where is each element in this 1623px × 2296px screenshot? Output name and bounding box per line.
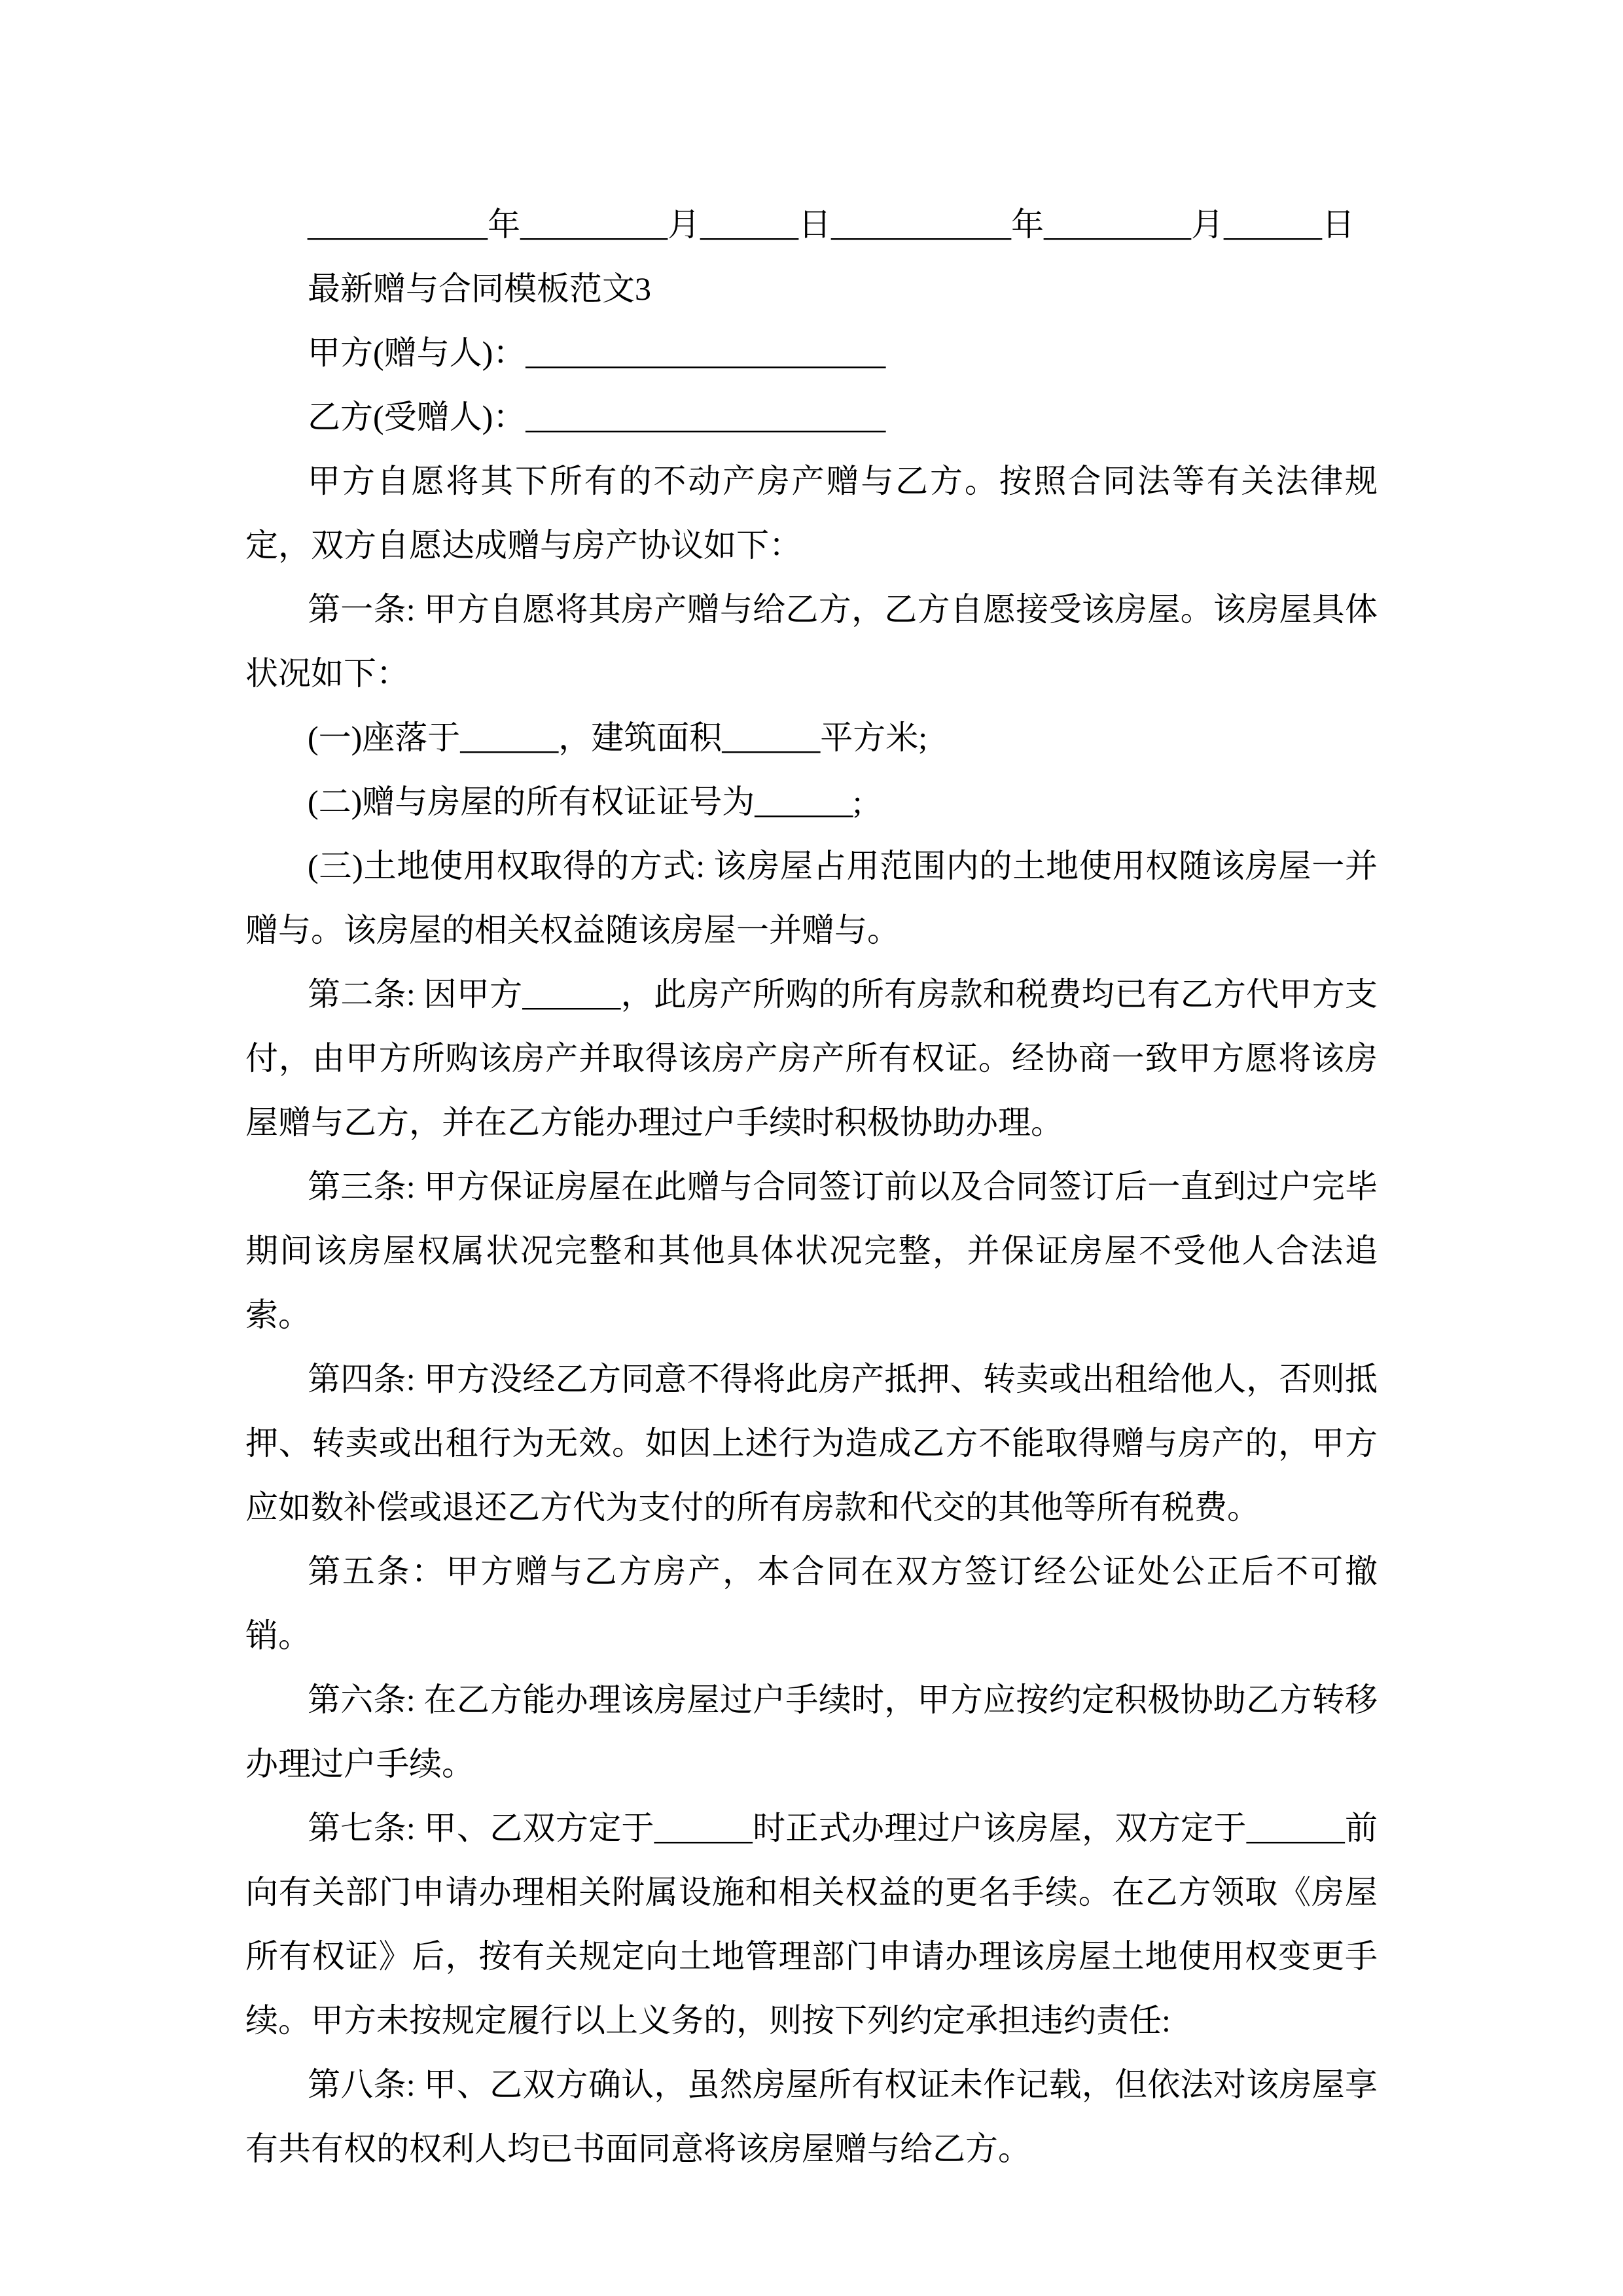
date-fill-in-line: ___________年_________月______日___________年_________月______日 — [308, 206, 1355, 243]
clause-8-paragraph: 第八条: 甲、乙双方确认，虽然房屋所有权证未作记载，但依法对该房屋享有共有权的权利人均已书面同意将该房屋赠与给乙方。 — [245, 2066, 1378, 2167]
party-a-line: 甲方(赠与人)：______________________ — [308, 334, 886, 371]
clause-4-paragraph: 第四条: 甲方没经乙方同意不得将此房产抵押、转卖或出租给他人，否则抵押、转卖或出租行为无效。如因上述行为造成乙方不能取得赠与房产的，甲方应如数补偿或退还乙方代为支付的所有房款和代交的其他等所有税费。 — [245, 1361, 1378, 1526]
clause-3-paragraph: 第三条: 甲方保证房屋在此赠与合同签订前以及合同签订后一直到过户完毕期间该房屋权属状况完整和其他具体状况完整，并保证房屋不受他人合法追索。 — [245, 1168, 1378, 1333]
clause-2-paragraph: 第二条: 因甲方______，此房产所购的所有房款和税费均已有乙方代甲方支付，由甲方所购该房产并取得该房产房产所有权证。经协商一致甲方愿将该房屋赠与乙方，并在乙方能办理过户手续时积极协助办理。 — [245, 976, 1378, 1141]
preamble-paragraph: 甲方自愿将其下所有的不动产房产赠与乙方。按照合同法等有关法律规定，双方自愿达成赠与房产协议如下： — [245, 463, 1378, 564]
clause-1-item-2-paragraph: (二)赠与房屋的所有权证证号为______; — [308, 783, 863, 820]
contract-body — [245, 192, 1378, 2181]
clause-1-paragraph: 第一条: 甲方自愿将其房产赠与给乙方，乙方自愿接受该房屋。该房屋具体状况如下： — [245, 591, 1378, 692]
clause-5-paragraph: 第五条：甲方赠与乙方房产，本合同在双方签订经公证处公正后不可撤销。 — [245, 1553, 1378, 1654]
document-title: 最新赠与合同模板范文3 — [308, 270, 651, 307]
clause-7-paragraph: 第七条: 甲、乙双方定于______时正式办理过户该房屋，双方定于______前向有关部门申请办理相关附属设施和相关权益的更名手续。在乙方领取《房屋所有权证》后，按有关规定向土地管理部门申请办理该房屋土地使用权变更手续。甲方未按规定履行以上义务的，则按下列约定承担违约责任: — [245, 1810, 1378, 2039]
party-b-line: 乙方(受赠人)：______________________ — [308, 399, 886, 435]
clause-6-paragraph: 第六条: 在乙方能办理该房屋过户手续时，甲方应按约定积极协助乙方转移办理过户手续。 — [245, 1681, 1378, 1782]
clause-1-item-1-paragraph: (一)座落于______，建筑面积______平方米; — [308, 719, 928, 756]
clause-1-item-3-paragraph: (三)土地使用权取得的方式: 该房屋占用范围内的土地使用权随该房屋一并赠与。该房屋的相关权益随该房屋一并赠与。 — [245, 848, 1378, 948]
